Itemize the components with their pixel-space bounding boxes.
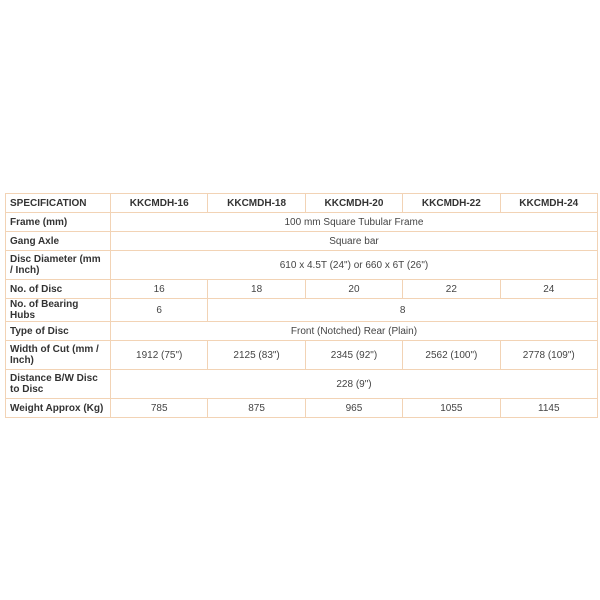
- bearing-hubs-16: 6: [111, 299, 208, 322]
- distance-bw-value: 228 (9"): [111, 370, 598, 399]
- no-of-disc-18: 18: [208, 280, 305, 299]
- distance-bw-label: Distance B/W Disc to Disc: [6, 370, 111, 399]
- header-model-16: KKCMDH-16: [111, 194, 208, 213]
- no-of-disc-label: No. of Disc: [6, 280, 111, 299]
- bearing-hubs-others: 8: [208, 299, 598, 322]
- row-disc-diameter: [6, 251, 598, 280]
- disc-diameter-label: Disc Diameter (mm / Inch): [6, 251, 111, 280]
- frame-label: Frame (mm): [6, 213, 111, 232]
- header-row: [6, 194, 598, 213]
- no-of-disc-24: 24: [500, 280, 597, 299]
- width-of-cut-24: 2778 (109"): [500, 341, 597, 370]
- width-of-cut-16: 1912 (75"): [111, 341, 208, 370]
- weight-18: 875: [208, 399, 305, 418]
- weight-16: 785: [111, 399, 208, 418]
- row-type-of-disc: [6, 322, 598, 341]
- header-model-20: KKCMDH-20: [305, 194, 402, 213]
- weight-label: Weight Approx (Kg): [6, 399, 111, 418]
- row-no-of-disc: [6, 280, 598, 299]
- width-of-cut-18: 2125 (83"): [208, 341, 305, 370]
- gang-axle-value: Square bar: [111, 232, 598, 251]
- row-frame: [6, 213, 598, 232]
- no-of-disc-20: 20: [305, 280, 402, 299]
- row-width-of-cut: [6, 341, 598, 370]
- weight-20: 965: [305, 399, 402, 418]
- row-distance-bw: [6, 370, 598, 399]
- type-of-disc-value: Front (Notched) Rear (Plain): [111, 322, 598, 341]
- width-of-cut-label: Width of Cut (mm / Inch): [6, 341, 111, 370]
- header-model-22: KKCMDH-22: [403, 194, 500, 213]
- no-of-disc-16: 16: [111, 280, 208, 299]
- weight-24: 1145: [500, 399, 597, 418]
- type-of-disc-label: Type of Disc: [6, 322, 111, 341]
- row-bearing-hubs: [6, 299, 598, 322]
- header-model-24: KKCMDH-24: [500, 194, 597, 213]
- width-of-cut-20: 2345 (92"): [305, 341, 402, 370]
- bearing-hubs-label: No. of Bearing Hubs: [6, 299, 111, 322]
- width-of-cut-22: 2562 (100"): [403, 341, 500, 370]
- frame-value: 100 mm Square Tubular Frame: [111, 213, 598, 232]
- header-model-18: KKCMDH-18: [208, 194, 305, 213]
- disc-diameter-value: 610 x 4.5T (24") or 660 x 6T (26"): [111, 251, 598, 280]
- row-gang-axle: [6, 232, 598, 251]
- no-of-disc-22: 22: [403, 280, 500, 299]
- gang-axle-label: Gang Axle: [6, 232, 111, 251]
- row-weight: [6, 399, 598, 418]
- weight-22: 1055: [403, 399, 500, 418]
- header-specification: SPECIFICATION: [6, 194, 111, 213]
- specification-table: [5, 193, 598, 418]
